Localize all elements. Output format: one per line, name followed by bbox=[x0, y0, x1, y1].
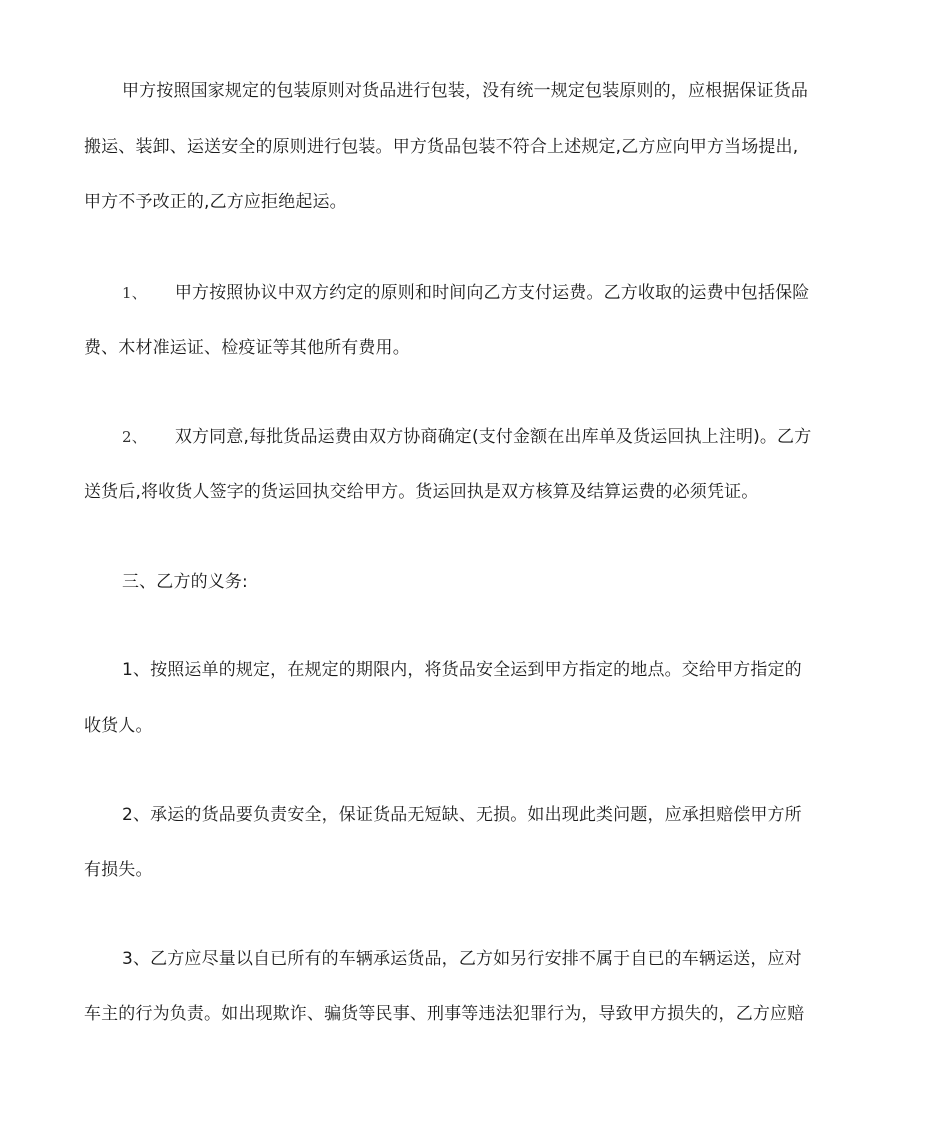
obligation-3-line-1: 3、乙方应尽量以自已所有的车辆承运货品，乙方如另行安排不属于自已的车辆运送，应对 bbox=[122, 949, 802, 969]
obligation-3-line-2: 车主的行为负责。如出现欺诈、骗货等民事、刑事等违法犯罪行为，导致甲方损失的，乙方应赔 bbox=[84, 1004, 805, 1024]
item-1-line-1 bbox=[122, 282, 809, 304]
item-2-line-2: 送货后,将收货人签字的货运回执交给甲方。货运回执是双方核算及结算运费的必须凭证。 bbox=[84, 482, 759, 502]
paragraph-1-line-1: 甲方按照国家规定的包装原则对货品进行包装，没有统一规定包装原则的，应根据保证货品 bbox=[122, 81, 808, 101]
item-2-line-1 bbox=[122, 426, 811, 448]
obligation-1-line-1: 1、按照运单的规定，在规定的期限内，将货品安全运到甲方指定的地点。交给甲方指定的 bbox=[122, 660, 802, 680]
obligation-2-line-1: 2、承运的货品要负责安全，保证货品无短缺、无损。如出现此类问题，应承担赔偿甲方所 bbox=[122, 805, 802, 825]
item-1-line-2: 费、木材准运证、检疫证等其他所有费用。 bbox=[84, 338, 410, 358]
obligation-1-line-2: 收货人。 bbox=[84, 716, 153, 736]
item-2-number: 2、 bbox=[122, 428, 147, 446]
obligation-2-line-2: 有损失。 bbox=[84, 860, 153, 880]
section-3-heading: 三、乙方的义务: bbox=[122, 572, 248, 592]
paragraph-1-line-3: 甲方不予改正的,乙方应拒绝起运。 bbox=[84, 192, 347, 212]
item-1-text: 甲方按照协议中双方约定的原则和时间向乙方支付运费。乙方收取的运费中包括保险 bbox=[174, 283, 810, 303]
paragraph-1-line-2: 搬运、装卸、运送安全的原则进行包装。甲方货品包装不符合上述规定,乙方应向甲方当场提出, bbox=[84, 137, 799, 157]
item-1-number: 1、 bbox=[122, 284, 147, 302]
item-2-text: 双方同意,每批货品运费由双方协商确定(支付金额在出库单及货运回执上注明)。乙方 bbox=[174, 427, 812, 447]
